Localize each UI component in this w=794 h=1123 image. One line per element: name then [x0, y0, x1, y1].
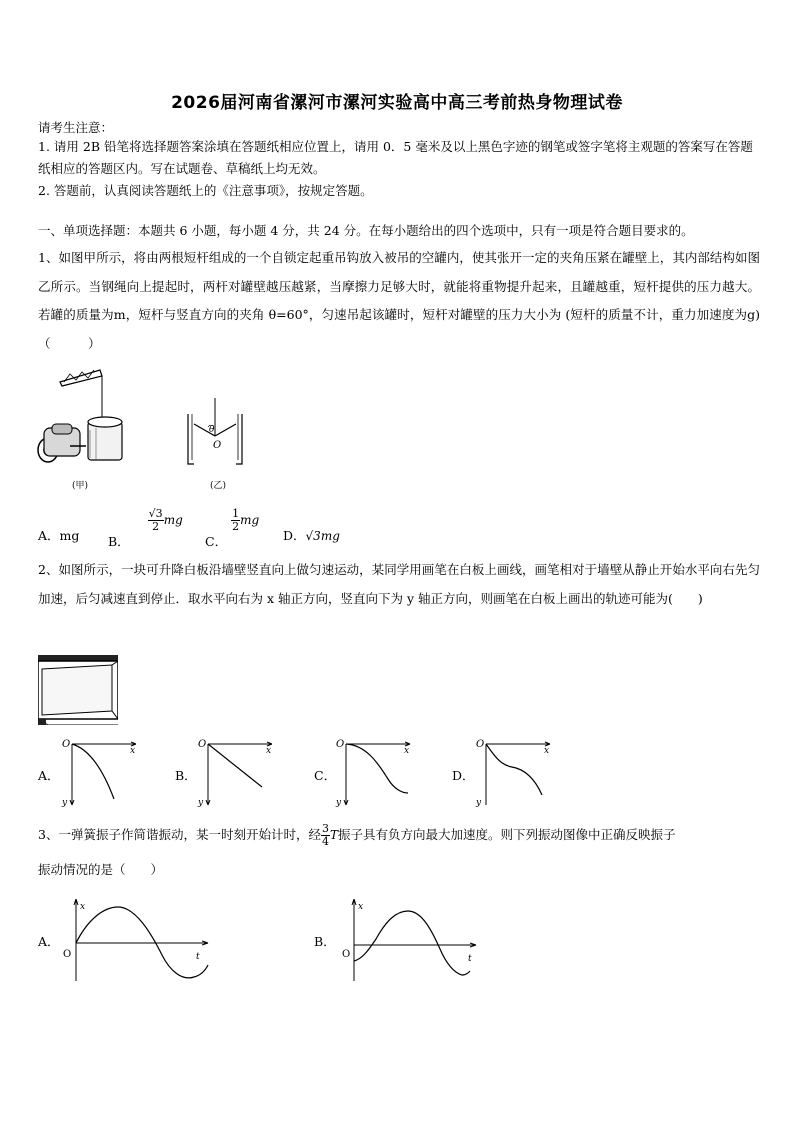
- q3-option-a-label[interactable]: A．: [38, 934, 60, 949]
- question-2-text: 2、如图所示，一块可升降白板沿墙壁竖直向上做匀速运动，某同学用画笔在白板上画线，画笔相对于墙壁从静止开始水平向右先匀加速，后匀减速直到停止．取水平向右为 x 轴正方向，竖直向下为 y 轴正方向，则画笔在白板上画出的轨迹可能为( ): [38, 562, 760, 606]
- q2-graph-c: [332, 735, 422, 810]
- y-axis-label: y: [476, 798, 482, 808]
- fraction-numerator: 1: [232, 507, 240, 520]
- period-symbol: T: [329, 828, 338, 842]
- t-axis-label: t: [468, 954, 472, 964]
- figure-yi: [180, 396, 270, 494]
- q2-graph-d: [472, 735, 562, 810]
- q3-text-before: 3、一弹簧振子作简谐振动，某一时刻开始计时，经: [38, 827, 321, 842]
- question-1-text: 1、如图甲所示，将由两根短杆组成的一个自锁定起重吊钩放入被吊的空罐内，使其张开一定的夹角压紧在罐壁上，其内部结构如图乙所示。当钢绳向上提起时，两杆对罐壁越压越紧，当摩擦力足够大时，就能将重物提升起来，且罐越重，短杆提供的压力越大。若罐的质量为m，短杆与竖直方向的夹角 θ=60°，匀速吊起该罐时，短杆对罐壁的压力大小为 (短杆的质量不计，重力加速度为g) （ ）: [38, 250, 760, 351]
- trajectory-curve: [486, 744, 542, 795]
- exam-title: 2026届河南省漯河市漯河实验高中高三考前热身物理试卷: [171, 93, 623, 113]
- q3-fraction: [321, 823, 330, 848]
- crane-icon: [60, 370, 106, 418]
- x-axis-label: x: [80, 902, 86, 912]
- section-heading: 一、单项选择题：本题共 6 小题，每小题 4 分，共 24 分。在每小题给出的四个选项中，只有一项是符合题目要求的。: [38, 223, 694, 238]
- q2-option-a-label[interactable]: A．: [38, 768, 60, 783]
- fraction-denominator: 2: [152, 520, 160, 533]
- option-c-suffix: mg: [240, 513, 260, 527]
- q3-option-b-label[interactable]: B．: [314, 934, 336, 949]
- question-3-text: [38, 817, 676, 853]
- can-icon: [88, 417, 122, 460]
- q3-text-after: 振子具有负方向最大加速度。则下列振动图像中正确反映振子: [337, 827, 676, 842]
- option-b-label: B．: [108, 534, 130, 549]
- notice-item-2: 2. 答题前，认真阅读答题纸上的《注意事项》，按规定答题。: [38, 183, 373, 198]
- whiteboard-icon: [38, 655, 118, 725]
- fraction-denominator: 4: [321, 835, 329, 848]
- caption-yi: (乙): [210, 481, 227, 491]
- q2-option-d-label[interactable]: D．: [452, 768, 475, 783]
- fraction-numerator: 3: [321, 822, 329, 835]
- fraction-denominator: 2: [232, 520, 240, 533]
- whiteboard-figure: [38, 655, 118, 725]
- x-axis-label: x: [544, 746, 550, 756]
- option-b-suffix: mg: [163, 513, 183, 527]
- q2-option-b-label[interactable]: B．: [175, 768, 197, 783]
- motor-icon: [38, 424, 86, 462]
- theta-label: θ: [209, 425, 215, 435]
- option-a-text: mg: [59, 528, 80, 543]
- trajectory-curve: [72, 744, 114, 799]
- x-axis-label: x: [358, 902, 364, 912]
- q1-option-b[interactable]: [108, 507, 183, 549]
- x-axis-label: x: [404, 746, 410, 756]
- figure-jia: [30, 364, 140, 494]
- q2-option-c-label[interactable]: C．: [314, 768, 337, 783]
- option-d-label: D．: [283, 528, 306, 543]
- option-c-label: C．: [205, 534, 228, 549]
- vibration-curve: [76, 907, 208, 978]
- origin-label: O: [63, 949, 72, 960]
- q2-graph-a: [58, 735, 148, 810]
- q3-graph-b: [336, 895, 496, 987]
- origin-label: O: [198, 739, 207, 750]
- q1-option-d[interactable]: [283, 529, 340, 543]
- y-axis-label: y: [336, 798, 342, 808]
- option-a-label: A．: [38, 528, 60, 543]
- y-axis-label: y: [62, 798, 68, 808]
- y-axis-label: y: [198, 798, 204, 808]
- q3-graph-a: [58, 895, 218, 987]
- origin-label: O: [213, 440, 222, 451]
- t-axis-label: t: [196, 952, 200, 962]
- origin-label: O: [342, 949, 351, 960]
- option-b-fraction: [148, 508, 164, 533]
- q1-option-c[interactable]: [205, 507, 260, 549]
- option-d-text: √3mg: [305, 529, 340, 543]
- notice-heading: 请考生注意：: [38, 120, 114, 135]
- fraction-numerator: √3: [148, 507, 163, 520]
- tank-diagram: [188, 398, 242, 464]
- x-axis-label: x: [266, 746, 272, 756]
- notice-item-1: 1. 请用 2B 铅笔将选择题答案涂填在答题纸相应位置上，请用 0．5 毫米及以上黑色字迹的钢笔或签字笔将主观题的答案写在答题纸相应的答题区内。写在试题卷、草稿纸上均无效。: [38, 139, 753, 176]
- trajectory-line: [208, 744, 262, 787]
- origin-label: O: [476, 739, 485, 750]
- question-3-text-line2: 振动情况的是（ ）: [38, 862, 164, 877]
- option-c-fraction: [231, 508, 240, 533]
- caption-jia: (甲): [72, 481, 89, 491]
- trajectory-curve: [346, 744, 408, 793]
- x-axis-label: x: [130, 746, 136, 756]
- vibration-curve: [354, 911, 470, 975]
- q1-option-a[interactable]: [38, 529, 79, 543]
- origin-label: O: [336, 739, 345, 750]
- origin-label: O: [62, 739, 71, 750]
- q2-graph-b: [194, 735, 284, 810]
